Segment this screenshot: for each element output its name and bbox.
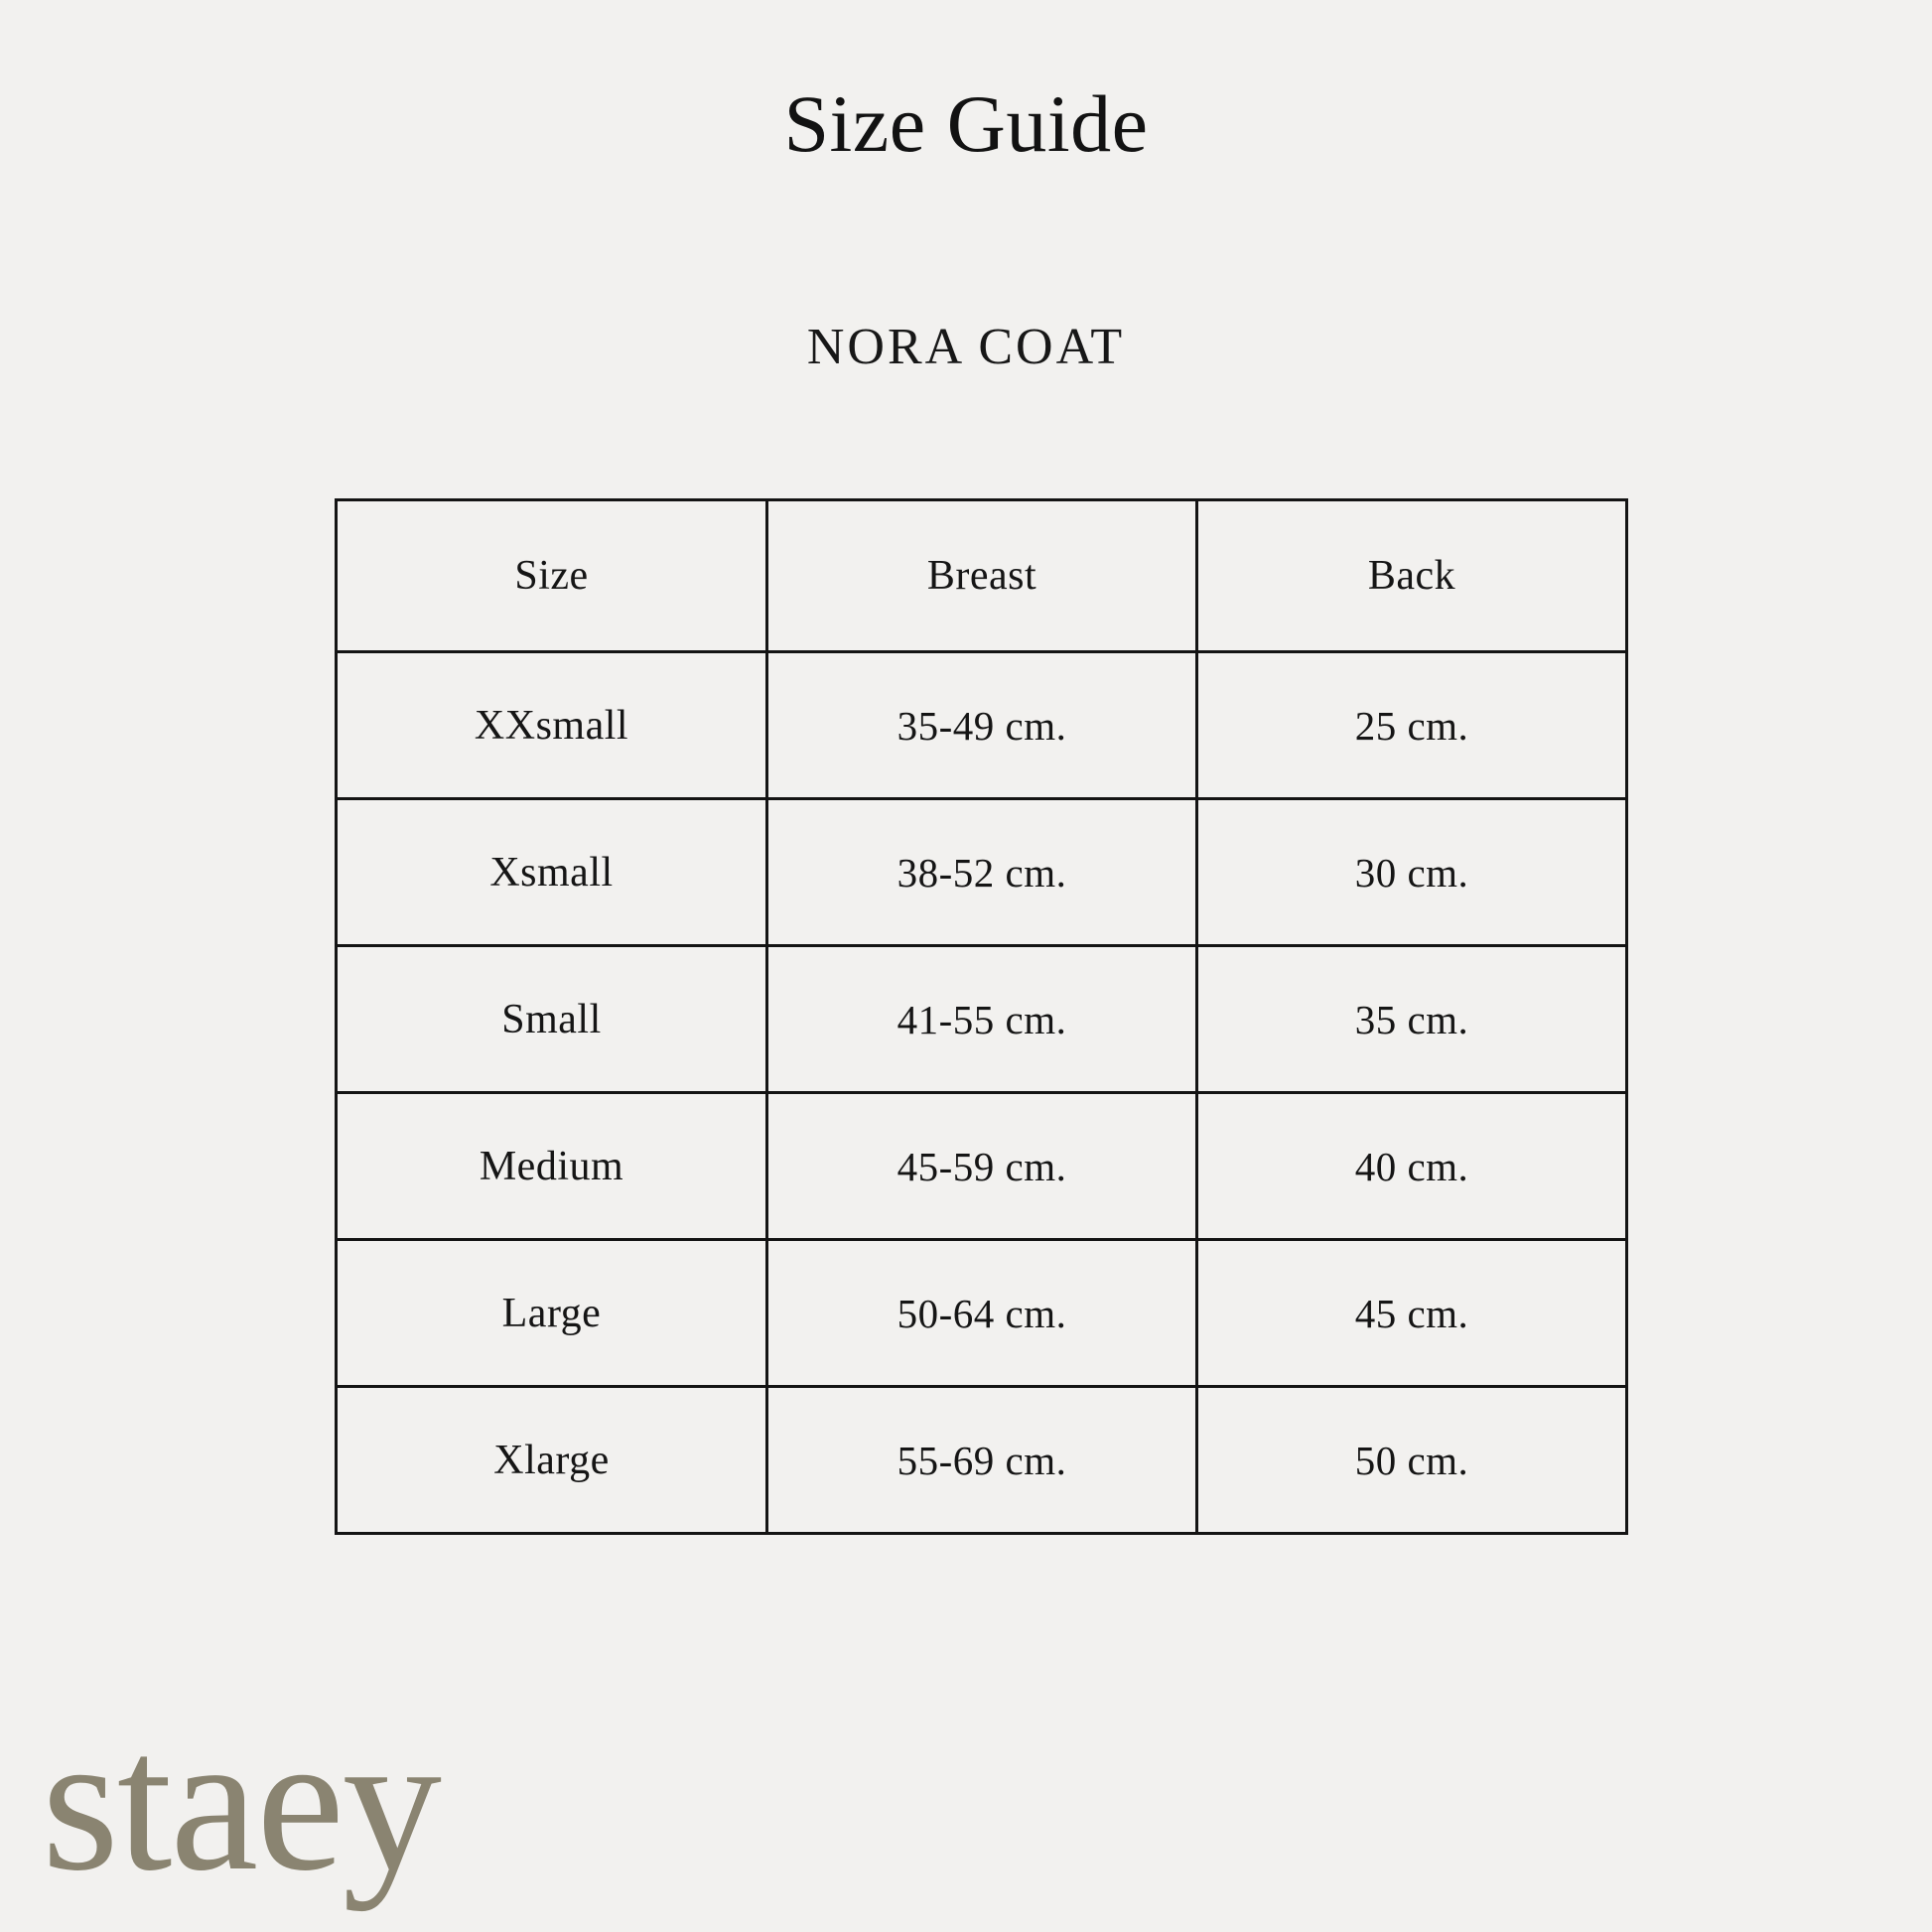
cell-back: 25 cm. (1197, 652, 1627, 799)
cell-breast: 38-52 cm. (767, 799, 1197, 946)
cell-back: 35 cm. (1197, 946, 1627, 1093)
product-name: NORA COAT (806, 319, 1126, 375)
brand-logo: staey (42, 1693, 440, 1912)
cell-back: 45 cm. (1197, 1240, 1627, 1387)
cell-size: Small (337, 946, 767, 1093)
cell-size: XXsmall (337, 652, 767, 799)
column-header-breast: Breast (767, 500, 1197, 652)
table-row (337, 946, 1627, 1093)
cell-size: Xlarge (337, 1387, 767, 1534)
table-header-row (337, 500, 1627, 652)
size-table-container (335, 498, 1625, 1535)
cell-back: 50 cm. (1197, 1387, 1627, 1534)
table-row (337, 1093, 1627, 1240)
cell-breast: 41-55 cm. (767, 946, 1197, 1093)
column-header-back: Back (1197, 500, 1627, 652)
cell-back: 40 cm. (1197, 1093, 1627, 1240)
cell-size: Large (337, 1240, 767, 1387)
cell-breast: 35-49 cm. (767, 652, 1197, 799)
size-table (335, 498, 1628, 1535)
cell-breast: 55-69 cm. (767, 1387, 1197, 1534)
page-title: Size Guide (783, 78, 1149, 169)
cell-size: Medium (337, 1093, 767, 1240)
cell-back: 30 cm. (1197, 799, 1627, 946)
table-row (337, 1240, 1627, 1387)
cell-size: Xsmall (337, 799, 767, 946)
table-row (337, 652, 1627, 799)
table-row (337, 1387, 1627, 1534)
cell-breast: 50-64 cm. (767, 1240, 1197, 1387)
cell-breast: 45-59 cm. (767, 1093, 1197, 1240)
table-row (337, 799, 1627, 946)
column-header-size: Size (337, 500, 767, 652)
